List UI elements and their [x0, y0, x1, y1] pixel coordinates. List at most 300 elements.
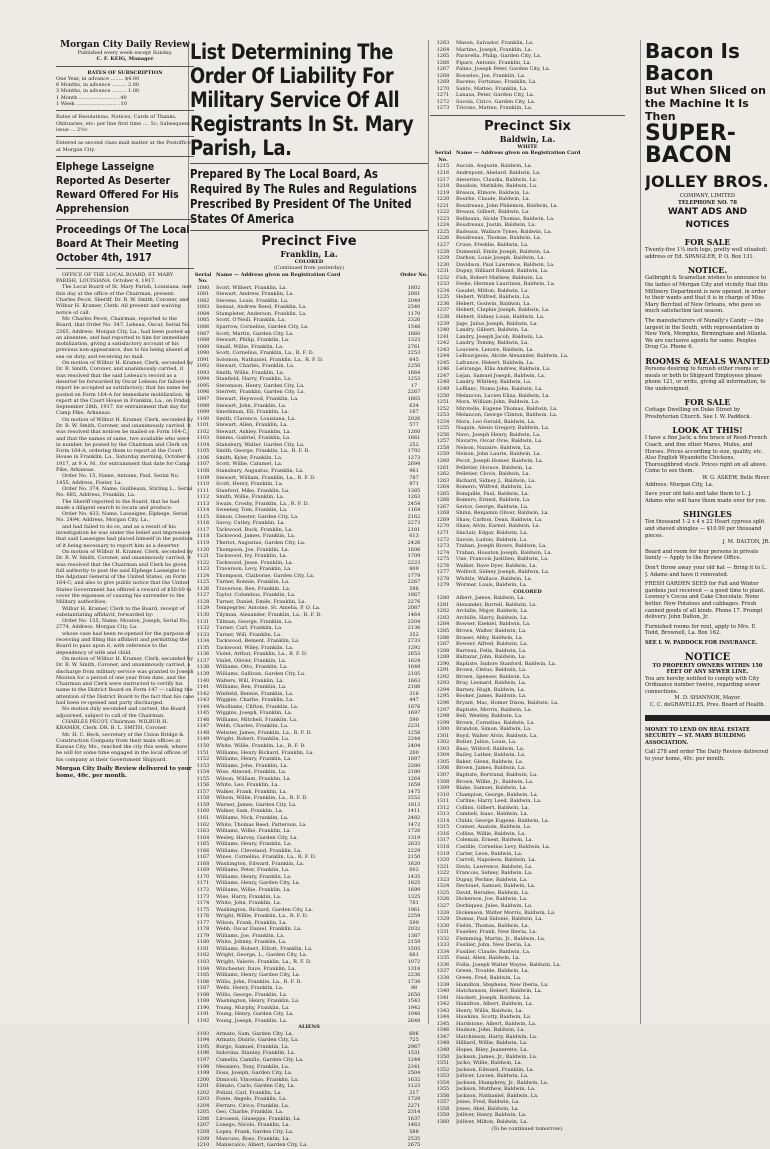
registrant-name: Scott, Wilbert, Franklin, La.: [216, 284, 287, 291]
serial-number: 1101: [196, 422, 210, 429]
order-number: 1709: [407, 553, 421, 560]
registrant-name: Flemming, Martin, Jr., Baldwin, La.: [456, 935, 546, 942]
registrant-name: Shaw, Alvin, Earnel, Baldwin, La.: [456, 523, 541, 530]
registrant-name: Brown, Cletus, Baldwin, La.: [456, 667, 527, 674]
serial-number: 1254: [436, 418, 450, 425]
registrant-name: Shaw, Carlton, Dean, Baldwin, La.: [456, 516, 543, 523]
rooms-meals-heading: ROOMS & MEALS WANTED: [645, 355, 770, 366]
registrant-name: Jolliver, Milton, Baldwin, La.: [456, 1119, 528, 1125]
serial-number: 1207: [196, 1122, 210, 1129]
serial-number: 1109: [196, 474, 210, 481]
registrant-name: Wiggins, Charlie, Franklin, La.: [216, 697, 294, 704]
order-number: 1620: [407, 860, 421, 867]
registrant-name: Williams, Willie, Franklin, La.: [216, 887, 292, 893]
order-number: 1164: [407, 507, 421, 514]
registrant-name: Walker, Sam, Franklin, La.: [216, 808, 284, 815]
askew-address: Address: Morgan City, La.: [645, 481, 714, 488]
registrant-name: Davidson, Paul Lawrence, Baldwin, La.: [456, 261, 555, 268]
serial-number: 1304: [436, 752, 450, 759]
serial-number: 1284: [436, 621, 450, 628]
registrant-name: Polizzi, Carl, Franklin, La.: [216, 1089, 282, 1096]
serial-number: 1170: [196, 873, 210, 880]
order-number: 2185: [407, 670, 421, 677]
proceedings-paragraph: On motion of Wilbur H. Kramer, Clerk, seconded by Dr. B. W. Smith, Coroner, and unanimously carried, it was resolved that the Chairman and Clerk be given full authority to post the said Elphege Lasseigne to the Adjutant General of the United States, on Form 164-C; and also to give public notice that the United States Government has offered a reward of $50.00 to cover the expenses of causing his surrender to the Military authorities.: [56, 548, 194, 606]
proceedings-paragraph: On motion of Wilbur H. Kramer, Clerk, seconded by Dr. B. Smith, Coroner, and unanimously carried, it was resolved that the said Lebeau's record as a deserter be forwarded by Oscar Lebeau for failure to report be accepted as satisfactory; that his name be posted on Form 164-A for immediate mobilization, to report at the Court House in Franklin, La., on Friday, September 28th, 1917, for entrainment that day for Camp Pike, Arkansas.: [56, 360, 194, 417]
serial-number: 1204: [196, 1102, 210, 1109]
registrant-name: Navo, Joseph Henry, Baldwin, La.: [456, 431, 541, 438]
registrant-name: Bellieaux, Alcide Thomas, Baldwin, La.: [456, 215, 555, 222]
serial-number: 1106: [196, 454, 210, 461]
order-number: 1123: [407, 1083, 421, 1090]
colored-roster: [430, 595, 625, 1125]
registrant-name: Brown, Spenser, Baldwin, La.: [456, 673, 531, 680]
subscription-line: 3 Months, in advance ......... 1.00: [56, 88, 140, 95]
serial-number: 1113: [196, 500, 210, 507]
serial-number: 1205: [196, 1109, 210, 1116]
order-number: 1726: [407, 828, 421, 835]
registrant-name: Jones, Fred, Baldwin, La.: [456, 1099, 520, 1106]
registrant-name: Willis, George, Franklin, La.: [216, 991, 288, 998]
registrant-name: Mora, William John, Baldwin, La.: [456, 399, 540, 406]
registrant-name: Stansbury, Augustus, Franklin, La.: [216, 468, 304, 474]
serial-number: 1103: [196, 435, 210, 442]
order-number: 596: [409, 585, 419, 592]
notice-text: Gatbright & Scamellan wishes to announce to the ladies of Morgan City and vicinity that this Millinery Department is now opened, in order to their wants and that it is in charge of Miss Mary Berchiel of New Orleans, who gave so much satisfaction last season.: [645, 275, 768, 315]
serial-number: 1219: [436, 189, 450, 196]
serial-number: 1305: [436, 758, 450, 765]
order-number: 1665: [407, 395, 421, 402]
order-number: 1942: [407, 1004, 421, 1011]
order-number: 971: [409, 481, 419, 488]
serial-number: 1277: [436, 569, 450, 576]
serial-number: 1169: [196, 867, 210, 874]
registrant-name: Lejan, Samuel Joseph, Baldwin, La.: [456, 372, 546, 379]
order-number: 1319: [407, 834, 421, 841]
order-number: 1505: [407, 945, 421, 952]
registrant-name: Lafrance, Hebert, Baldwin, La.: [456, 359, 535, 366]
registrant-name: Bourbe, Claude, Baldwin, La.: [456, 196, 531, 203]
serial-number: 1206: [196, 1115, 210, 1122]
serial-number: 1167: [196, 854, 210, 861]
serial-number: 1343: [436, 1007, 450, 1014]
serial-number: 1264: [436, 484, 450, 491]
name-column: [216, 285, 400, 1025]
registrant-name: Stanford, Mike, Franklin, La.: [216, 487, 290, 494]
registrant-name: Turner, Ronnie, Franklin, La.: [216, 579, 290, 586]
jolley-company: COMPANY, LIMITED: [679, 193, 736, 199]
registrant-name: Brandon, Simon, Baldwin, La.: [456, 726, 532, 733]
serial-number: 1235: [436, 294, 450, 301]
serial-number: 1227: [436, 241, 450, 248]
order-number: 200: [409, 749, 419, 756]
serial-number: 1261: [436, 464, 450, 471]
order-number: 2675: [407, 1142, 421, 1149]
registrant-name: Baker, Glenn, Baldwin, La.: [456, 758, 524, 765]
registrant-name: Romero, Ernest, Baldwin, La.: [456, 497, 531, 504]
registrant-name: Savola, Cirico, Garden City, La.: [456, 98, 536, 105]
order-number: 2229: [407, 847, 421, 854]
serial-number: 1258: [436, 444, 450, 451]
serial-number: 1344: [436, 1014, 450, 1021]
subscription-line: 1 Week .......................... .10: [56, 101, 127, 108]
order-number: 316: [409, 690, 419, 697]
serial-number: 1358: [436, 1105, 450, 1112]
serial-number: 1090: [196, 350, 210, 357]
registrant-name: Boyd, Walter Alvin, Baldwin, La.: [456, 732, 538, 739]
proceedings-paragraph: Order No. 155, Name, Mouton, Joseph, Serial No. 2774, Address, Morgan City, La.: [56, 618, 189, 631]
registrant-name: Stewart, Philip, Franklin, La.: [216, 337, 290, 344]
order-header: Order No.: [400, 271, 428, 278]
serial-number: 1353: [436, 1073, 450, 1080]
registrant-name: Collins, Willie, Baldwin, La.: [456, 830, 526, 837]
paddock-insurance: SEE I. W. PADDOCK FOR INSURANCE.: [645, 639, 758, 646]
serial-number: 1308: [436, 778, 450, 785]
serial-number: 1327: [436, 902, 450, 909]
serial-number: 1265: [436, 53, 450, 60]
serial-number: 1080: [196, 284, 210, 291]
registrant-name: Carline, Harry Leed, Baldwin, La.: [456, 798, 542, 805]
registrant-name: Martino, Joseph, Franklin, La.: [456, 46, 533, 53]
registrant-name: Stevens, Louis, Franklin, La.: [216, 297, 289, 304]
serial-number: 1142: [196, 690, 210, 697]
registrant-name: Jackson, Humphrey, Jr., Baldwin, La.: [456, 1079, 549, 1086]
serial-number: 1180: [196, 939, 210, 946]
registrant-name: Mason, Salvador, Franklin, La.: [456, 40, 534, 46]
registrant-name: Stewart, Allen, Franklin, La.: [216, 422, 288, 429]
proceedings-paragraph: The Local Board of St. Mary Parish, Louisiana, met this day at the office of the Chairman, present: Charles Pecot, Sheriff, Dr. B. W. Smith, Coroner, and Wilbur H. Kramer, Clerk. All present and waiving notice of call.: [56, 284, 192, 316]
look-at-this-text: I have a fine Jack; a fine brace of Reed-French Coach, and fine other Mares, Mules, and Horses. Prices according to size, quality, etc. Also English Wyandotte Chickens, Thoroughbred stock. Prices right on all above. Come to see them.: [645, 435, 768, 475]
serial-number: 1216: [436, 169, 450, 176]
order-number: 2244: [407, 736, 421, 743]
registrant-name: Cumella, Camillo, Garden City, La.: [216, 1056, 304, 1063]
registrant-name: David, Berades, Baldwin, La.: [456, 889, 530, 896]
serial-number: 1313: [436, 811, 450, 818]
serial-number: 1232: [436, 274, 450, 281]
order-number: 2236: [407, 972, 421, 979]
registrant-name: Whittle, Wallace, Baldwin, La.: [456, 575, 533, 582]
serial-number: 1146: [196, 716, 210, 723]
serial-number: 1333: [436, 942, 450, 949]
divider: [190, 230, 428, 231]
serial-number: 1083: [196, 304, 210, 311]
registrant-name: Landry, Joseph Jacob, Baldwin, La.: [456, 333, 544, 340]
serial-number: 1264: [436, 46, 450, 53]
registrant-name: Landry, Gilbert, Baldwin, La.: [456, 327, 530, 334]
order-number: 2341: [407, 1063, 421, 1070]
registrant-name: Cambell, Isaac, Baldwin, La.: [456, 811, 529, 818]
order-number: 352: [409, 631, 419, 638]
registrant-name: Bowser, Alfred, Baldwin, La.: [456, 641, 528, 648]
serial-number: 1299: [436, 719, 450, 726]
serial-number: 1286: [436, 634, 450, 641]
divider: [56, 268, 194, 269]
serial-number: 1266: [436, 497, 450, 504]
serial-number: 1294: [436, 686, 450, 693]
serial-number: 1129: [196, 605, 210, 612]
precinct-six-race: WHITE: [517, 144, 538, 151]
serial-number: 1151: [196, 749, 210, 756]
serial-number: 1281: [436, 601, 450, 608]
serial-number: 1147: [196, 723, 210, 730]
serial-number: 1336: [436, 961, 450, 968]
registrant-name: Jolliver, Henry, Baldwin, La.: [456, 1112, 527, 1119]
serial-column: [190, 285, 216, 1025]
registrant-name: Childs, George Eugene, Baldwin, La.: [456, 817, 550, 824]
serial-number: 1340: [436, 988, 450, 995]
serial-number: 1263: [436, 477, 450, 484]
serial-number: 1309: [436, 785, 450, 792]
registrant-name: Pecot, Joseph Homer, Baldwin, La.: [456, 458, 544, 465]
serial-number: 1189: [196, 998, 210, 1005]
order-number: 2650: [407, 991, 421, 998]
registrant-name: Andrepont, Abelard, Baldwin, La.: [456, 169, 541, 176]
order-number: 1318: [407, 965, 421, 972]
proceedings-paragraph: Order No. 433, Name, Lasseigne, Elphege, Serial No. 2494, Address, Morgan City, La.,: [56, 511, 188, 524]
serial-number: 1171: [196, 880, 210, 887]
serial-number: 1357: [436, 1099, 450, 1106]
name-column: [456, 163, 625, 589]
registrant-name: Tempegrier, Antoine, St. Amelia, P. O. La.: [216, 605, 321, 612]
serial-number: 1226: [436, 235, 450, 242]
registrant-name: Boudreaux, Thomas, Baldwin, La.: [456, 235, 542, 242]
precinct-five-roster: [190, 285, 428, 1025]
registrant-name: Hilliard, Willie, Baldwin, La.: [456, 1040, 528, 1047]
serial-number: 1177: [196, 919, 210, 926]
serial-number: 1268: [436, 72, 450, 79]
serial-number: 1262: [436, 471, 450, 478]
registrant-name: Traverson, Levy, Franklin, La.: [216, 566, 292, 573]
registrant-name: Small, Willie, Franklin, La.: [216, 343, 284, 350]
for-sale-heading: FOR SALE: [684, 237, 731, 248]
registrant-name: Baptiste, Bertrand, Baldwin, La.: [456, 772, 538, 779]
serial-number: 1346: [436, 1027, 450, 1034]
serial-number: 1317: [436, 837, 450, 844]
rooms-meals-text: Persons desiring to furnish either rooms or meals or both to Shipyard Employees please phone 121, or write, giving all information, to the undersigned.: [645, 365, 766, 392]
registrant-name: Albert, James, Baldwin, La.: [456, 595, 526, 602]
order-number: 2454: [407, 500, 421, 507]
order-number: 2087: [407, 605, 421, 612]
serial-number: 1162: [196, 821, 210, 828]
serial-number: 1222: [436, 209, 450, 216]
order-number: 2181: [407, 526, 421, 533]
serial-number: 1295: [436, 693, 450, 700]
registrant-name: Alexander, Burrell, Baldwin, La.: [456, 601, 538, 608]
registrant-name: Wise, Harry, Franklin, La.: [216, 893, 282, 900]
serial-number: 1087: [196, 330, 210, 337]
furnished-rooms-text: Furnished rooms for rent, apply to Mrs. E. Todd, Brownell, La. Box 162.: [645, 623, 757, 637]
serial-number: 1092: [196, 363, 210, 370]
order-number: 961: [409, 468, 419, 474]
serial-number: 1196: [196, 1050, 210, 1057]
order-number: 2404: [407, 742, 421, 749]
registrant-name: Brown, Cornelius, Baldwin, La.: [456, 719, 535, 726]
registrant-name: Trahan, Joseph Rivers, Baldwin, La.: [456, 543, 547, 550]
registrant-name: Simms, Gabriel, Franklin, La.: [216, 435, 291, 442]
subscription-line: 6 Months, in advance ......... 2.00: [56, 82, 140, 89]
serial-number: 1126: [196, 585, 210, 592]
dark-divider: [645, 715, 770, 721]
registrant-name: Lirosessi, Giuseppe, Franklin, La.: [216, 1115, 302, 1122]
registrant-name: Armato, Disirio, Garden City, La.: [216, 1037, 299, 1044]
proceedings-paragraph: whose case had been re-opened for the purpose of receiving and filing this affidavit and permitting the Board to pass upon it, with reference to the dependency of wife and child.: [56, 630, 191, 656]
serial-number: 1267: [436, 66, 450, 73]
registrant-name: Williams, Henry, Franklin, La.: [216, 841, 292, 848]
serial-number: 1197: [196, 1056, 210, 1063]
registrant-name: Wise, Almond, Franklin, La.: [216, 769, 287, 776]
registrant-name: Williams, Henry, Garden City, La.: [216, 972, 301, 979]
manufacturers-notice: The manufacturers of Nunally's Candy — the largest in the South, with representation in New York, Memphis, Birmingham and Atlanta. We are exclusive agents for same. Peoples Drug Co. Phone 6.: [645, 317, 768, 351]
serial-number: 1085: [196, 317, 210, 324]
order-number: 2159: [407, 939, 421, 946]
masthead-manager: C. F. KEIG, Manager: [96, 56, 154, 63]
registrant-name: Coleman, Ernest, Baldwin, La.: [456, 837, 534, 844]
serial-number: 1131: [196, 618, 210, 625]
order-number: 2276: [407, 598, 421, 605]
serial-number: 1302: [436, 739, 450, 746]
order-number: 252: [409, 441, 419, 448]
registrant-name: Young, Joseph, Franklin, La.: [216, 1017, 288, 1024]
order-number: 2535: [407, 1135, 421, 1142]
serial-number: 1306: [436, 765, 450, 772]
order-column: [400, 285, 428, 1025]
order-number: 2162: [407, 513, 421, 520]
order-number: 1323: [407, 337, 421, 344]
registrant-name: Williams, Nick, Franklin, La.: [216, 814, 289, 821]
registrant-name: Swain, Crosby, Franklin, La., R. F. D.: [216, 500, 310, 507]
old-hat-text: Don't throw away your old hat — Bring it to L. J. Adams and have it renovated.: [645, 564, 767, 578]
order-number: 1661: [407, 435, 421, 442]
registrant-name: Williams, John, Franklin, La.: [216, 762, 289, 769]
registrant-name: Geo, Charlie, Franklin, La.: [216, 1109, 284, 1116]
serial-number: 1110: [196, 481, 210, 488]
to-be-continued: (To be continued tomorrow).: [491, 1125, 564, 1132]
mayor-signature: M. D. SHANNON, Mayor.: [674, 695, 741, 702]
roster-header: [190, 272, 428, 285]
registrant-name: Young, Henry, Garden City, La.: [216, 1011, 294, 1018]
serial-number: 1355: [436, 1086, 450, 1093]
registrant-name: Hutchinson, Harry, Baldwin, La.: [456, 1033, 538, 1040]
serial-number: 1201: [196, 1083, 210, 1090]
column-rule: [428, 40, 429, 1024]
serial-number: 1229: [436, 255, 450, 262]
precinct-five-place: Franklin, La.: [280, 249, 338, 259]
order-number: 2081: [407, 291, 421, 298]
serial-number: 1334: [436, 948, 450, 955]
registrant-name: Hackett, Joseph, Baldwin, La.: [456, 994, 532, 1001]
registrant-name: Tackwood, James, Franklin, La.: [216, 533, 296, 540]
serial-number: 1179: [196, 932, 210, 939]
registrant-name: Young, Murphy, Franklin, La.: [216, 1004, 290, 1011]
order-number: 1472: [407, 821, 421, 828]
registrant-name: Louviere, Lenore, Baldwin, La.: [456, 346, 535, 353]
registrant-name: White, Leo, Franklin, La.: [216, 782, 280, 789]
order-number: 1637: [407, 1115, 421, 1122]
registrant-name: Butler, Julius, Louis, La.: [456, 739, 517, 746]
serial-number: 1111: [196, 487, 210, 494]
serial-number: 1287: [436, 641, 450, 648]
order-number: 2540: [407, 304, 421, 311]
registrant-name: Hamilton, Stephens, New Iberia, La.: [456, 981, 549, 988]
registrant-name: Armato, Sam, Garden City, La.: [216, 1030, 294, 1037]
registrant-name: Hawkins, Scotty, Baldwin, La.: [456, 1014, 532, 1021]
center-column: [190, 40, 428, 1149]
for-sale-2-heading: FOR SALE: [684, 397, 731, 408]
want-ads-heading: WANT ADS AND NOTICES: [667, 207, 748, 231]
order-number: 1779: [407, 572, 421, 579]
order-number: 2186: [407, 684, 421, 691]
serial-number: 1132: [196, 625, 210, 632]
registrant-name: Follis, Joseph Walter Wayne, Baldwin, La.: [456, 961, 562, 968]
serial-number: 1298: [436, 713, 450, 720]
serial-number: 1181: [196, 945, 210, 952]
precinct-five-title: Precinct Five: [261, 234, 357, 249]
registrant-name: Rosseloo, Joe, Franklin, La.: [456, 72, 526, 79]
proceedings-paragraph: and had failed to do so, and as a result of his investigation he was under the belief and impression that said Lasseigne had placed himself in the position of it being necessary to report him as a deserter.: [56, 523, 193, 549]
serial-number: 1260: [436, 458, 450, 465]
serial-number: 1215: [436, 163, 450, 170]
registrant-name: Williams, Henry, Franklin, La.: [216, 756, 292, 763]
registrant-name: Burgo, Samuel, Franklin, La.: [216, 1043, 290, 1050]
registrant-name: Wright, Willie, Franklin, La., R. F. D.: [216, 913, 309, 920]
order-number: 1961: [407, 906, 421, 913]
serial-number: 1200: [196, 1076, 210, 1083]
notice-heading: NOTICE.: [687, 265, 728, 276]
deserter-headline: Elphege Lasseigne Reported As Deserter Reward Offered For His Apprehension: [56, 159, 179, 215]
registrant-name: Smith, Clarence, Louisiana, La.: [216, 415, 296, 422]
serial-number: 1218: [436, 183, 450, 190]
order-number: 588: [409, 1128, 419, 1135]
order-number: 606: [409, 1030, 419, 1037]
registrant-name: Taylor, Columbus, Franklin, La.: [216, 592, 296, 599]
left-column: [56, 40, 194, 780]
registrant-name: Indovina, Stanley, Franklin, La.: [216, 1050, 296, 1057]
order-number: 1387: [407, 932, 421, 939]
serial-number: 1209: [196, 1135, 210, 1142]
order-number: 1475: [407, 788, 421, 795]
serial-column: [430, 40, 456, 112]
registrant-name: Paravella, Philip, Garden City, La.: [456, 53, 542, 60]
serial-number: 1245: [436, 359, 450, 366]
registrant-name: Tackwood, Buck, Franklin, La.: [216, 526, 293, 533]
serial-number: 1349: [436, 1046, 450, 1053]
serial-number: 1165: [196, 841, 210, 848]
serial-number: 1252: [436, 405, 450, 412]
serial-number: 1267: [436, 503, 450, 510]
serial-number: 1351: [436, 1060, 450, 1067]
registrant-name: Tackwood, Ivy, Franklin, La.: [216, 553, 288, 560]
registrant-name: Shinn, Benjamin Oliver, Baldwin, La.: [456, 510, 550, 517]
serial-number: 1253: [436, 412, 450, 419]
registrant-name: Baptiste, Morris, Baldwin, La.: [456, 706, 533, 713]
serial-number: 1288: [436, 647, 450, 654]
serial-number: 1183: [196, 959, 210, 966]
registrant-name: Williams, Henry, Franklin, La.: [216, 873, 292, 880]
order-number: 2653: [407, 651, 421, 658]
registrant-name: Williams, Peter, Franklin, La.: [216, 867, 290, 874]
name-header: Name — Address given on Registration Card: [216, 271, 341, 278]
registrant-name: Francois, Sidney, Baldwin, La.: [456, 870, 533, 877]
proceedings-paragraph: OFFICE OF THE LOCAL BOARD, ST. MARY PARISH, LOUISIANA. October 4, 1917.: [56, 271, 174, 285]
serial-number: 1315: [436, 824, 450, 831]
order-number: 1253: [407, 376, 421, 383]
registrant-name: Boudreaux, Justin, Baldwin, La.: [456, 222, 537, 229]
registrant-name: Traverson, Ben, Franklin, La.: [216, 585, 291, 592]
serial-number: 1124: [196, 572, 210, 579]
serial-number: 1082: [196, 297, 210, 304]
registrant-name: Washington, Henry, Franklin, La.: [216, 998, 300, 1005]
registrant-name: Stevenson, Henry, Garden City, La.: [216, 382, 305, 389]
subscription-line: One Year, in advance ........ $4.00: [56, 75, 140, 82]
